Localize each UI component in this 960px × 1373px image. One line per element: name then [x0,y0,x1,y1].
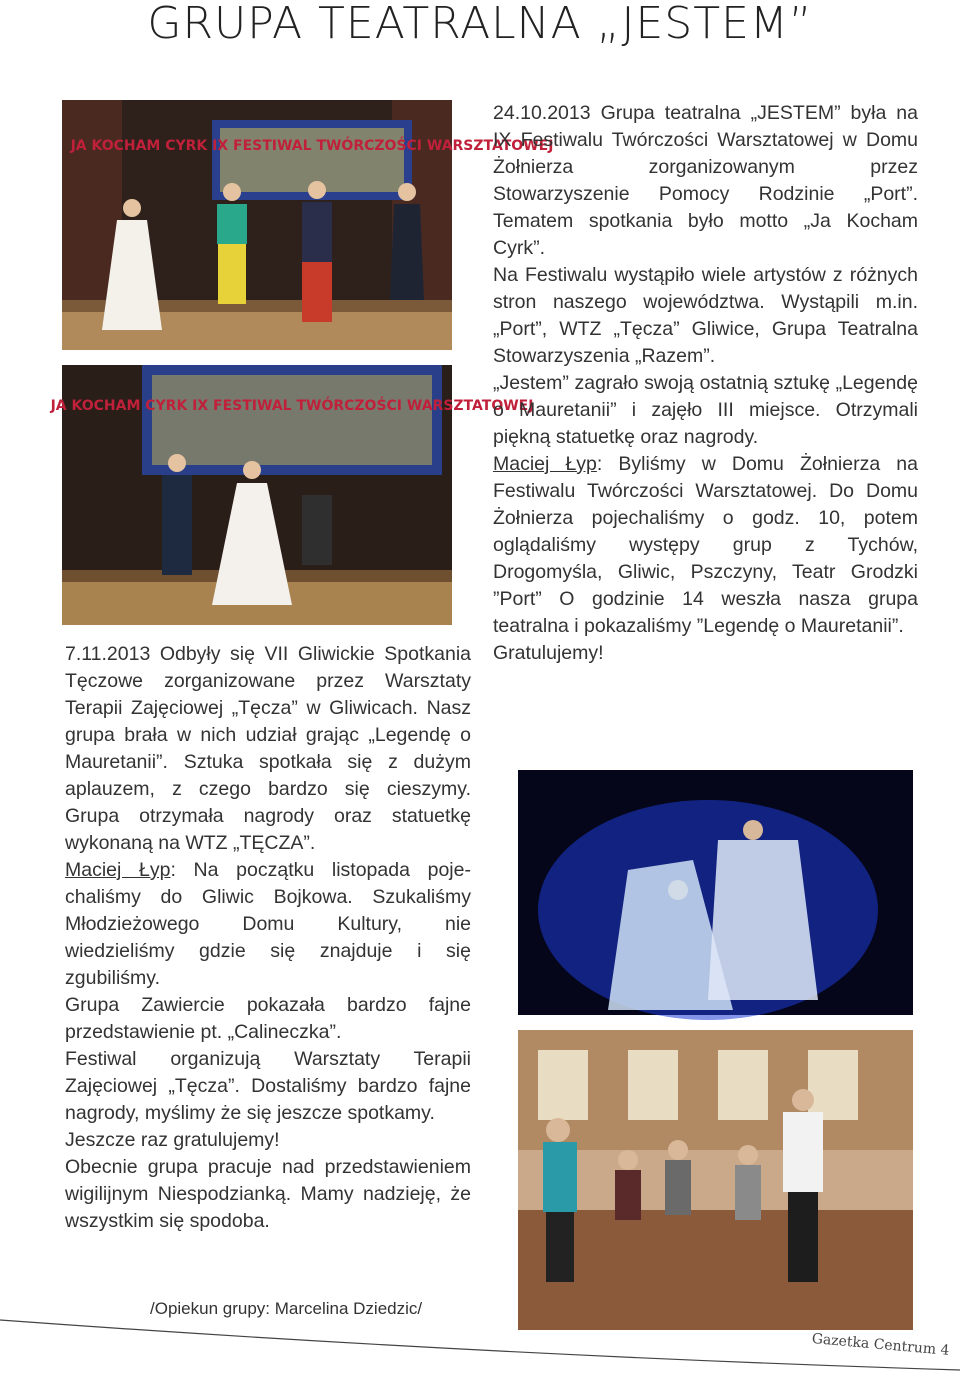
left-article [65,641,471,1235]
right-paragraph-4 [493,451,918,640]
right-paragraph-1: 24.10.2013 Grupa teatralna „JESTEM” była na IX Festiwalu Twórczości Warsztatowej w Domu Żołnierza zorganizowanym przez Stowarzyszenie Pomocy Rodzinie „Port”. Tematem spotkania było motto „Ja Kocham Cyrk”. [493,102,918,259]
author-name: Maciej Łyp [493,453,597,475]
right-paragraph-2: Na Festiwalu wystąpiło wiele artystów z różnych stron naszego województwa. Wystąpili m.in. „Port”, WTZ „Tęcza” Gliwice, Grupa Teatralna Stowarzyszenia „Razem”. [493,264,918,367]
left-paragraph-2-text: : Na początku listopada pojechaliśmy do Gliwic Bojkowa. Szukaliśmy Młodzieżowego Domu Kultury, nie wiedzieliśmy gdzie się znajduje i się zgubiliśmy. [65,859,471,989]
blue-light-photo [518,770,913,1015]
left-paragraph-4: Festiwal organizują Warsztaty Terapii Zajęciowej „Tęcza”. Dostaliśmy bardzo fajne nagrody, myślimy że się jeszcze spotkamy. [65,1048,471,1124]
right-paragraph-5: Gratulujemy! [493,642,604,664]
right-paragraph-3: „Jestem” zagrało swoją ostatnią sztukę „Legendę o Mauretanii” i zajęło III miejsce. Otrzymali piękną statuetkę oraz nagrody. [493,372,918,448]
signature: /Opiekun grupy: Marcelina Dziedzic/ [150,1299,423,1318]
right-paragraph-4-text: : Byliśmy w Domu Żołnierza na Festiwalu Twórczości Warsztatowej. Do Domu Żołnierza pojechaliśmy o godz. 10, potem oglądaliśmy występy grup z Tychów, Drogomyśla, Gliwic, Pszczyny, Teatr Grodzki ”Port” O godzinie 14 weszła nasza grupa teatralna i pokazaliśmy ”Legendę o Mauretanii”. [493,453,918,637]
stage-photo-2 [50,365,534,625]
dance-hall-photo [518,1030,913,1330]
author-name: Maciej Łyp [65,859,171,881]
left-paragraph-2 [65,857,471,992]
dancer-3 [302,181,332,322]
left-paragraph-3: Grupa Zawiercie pokazała bardzo fajne przedstawienie pt. „Calineczka”. [65,994,471,1043]
right-article [493,100,918,667]
left-paragraph-5: Jeszcze raz gratulujemy! [65,1129,280,1151]
footer-label: Gazetka Centrum 4 [811,1330,950,1359]
stage-photo-1 [62,100,554,350]
banner-text: JA KOCHAM CYRK IX FESTIWAL TWÓRCZOŚCI WARSZTATOWEJ [70,138,554,154]
page-title: GRUPA TEATRALNA „JESTEM” [147,0,813,49]
left-paragraph-6: Obecnie grupa pracuje nad przedstawieniem wigilijnym Niespodzianką. Mamy nadzieję, że wszystkim się spodoba. [65,1156,471,1232]
left-paragraph-1: 7.11.2013 Odbyły się VII Gliwickie Spotkania Tęczowe zorganizowane przez Warsztaty Terapii Zajęciowej „Tęcza” w Gliwicach. Nasz grupa brała w nich udział grając „Legendę o Mauretanii”. Sztuka spotkała się z dużym aplauzem, z czego bardzo się cieszymy. Grupa otrzymała nagrody oraz statuetkę wykonaną na WTZ „TĘCZA”. [65,643,471,854]
banner-text: JA KOCHAM CYRK IX FESTIWAL TWÓRCZOŚCI WARSZTATOWEJ [50,398,534,414]
